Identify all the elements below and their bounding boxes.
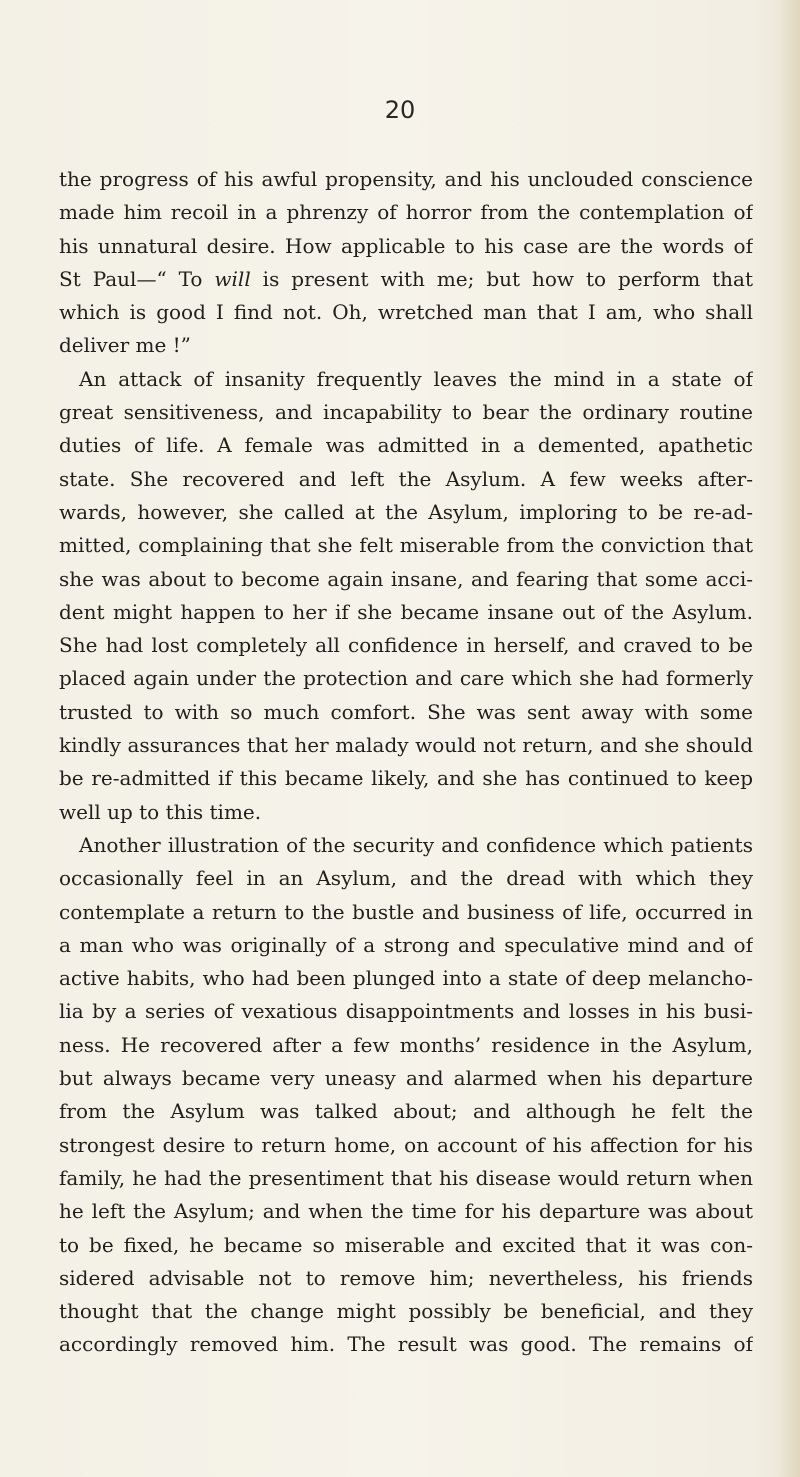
page-edge-shadow [778,0,800,1477]
text-line: duties of life. A female was admitted in a demented, apathetic [59,433,753,458]
text-line: deliver me !” [59,333,191,358]
text-line: Another illustration of the security and confidence which patients [79,832,753,857]
text-line: active habits, who had been plunged into a state of deep melancho- [59,966,753,991]
text-line: ness. He recovered after a few months’ residence in the Asylum, [59,1032,753,1057]
page-number: 20 [384,96,416,124]
italic-word: will [214,266,251,291]
text-line: but always became very uneasy and alarmed when his departure [59,1066,753,1091]
text-line: well up to this time. [59,799,262,824]
text-line: wards, however, she called at the Asylum, imploring to be re-ad- [59,499,753,524]
text-line: An attack of insanity frequently leaves the mind in a state of [79,366,753,391]
text-line: a man who was originally of a strong and speculative mind and of [59,932,753,957]
text-line: She had lost completely all confidence in herself, and craved to be [59,633,753,658]
text-line: he left the Asylum; and when the time for his departure was about [59,1199,753,1224]
text-line: family, he had the presentiment that his disease would return when [59,1165,753,1190]
text-line: state. She recovered and left the Asylum. A few weeks after- [59,466,753,491]
text-line: placed again under the protection and care which she had formerly [59,666,753,691]
text-line: kindly assurances that her malady would not return, and she should [59,733,753,758]
text-line: be re-admitted if this became likely, and she has continued to keep [59,766,753,791]
text-line: dent might happen to her if she became insane out of the Asylum. [59,599,753,624]
text-line: occasionally feel in an Asylum, and the dread with which they [59,866,753,891]
text-line: thought that the change might possibly be beneficial, and they [59,1299,753,1324]
text-line: trusted to with so much comfort. She was sent away with some [59,699,753,724]
text-line: from the Asylum was talked about; and although he felt the [59,1099,753,1124]
text-line: his unnatural desire. How applicable to his case are the words of [59,233,753,258]
text-line: strongest desire to return home, on account of his affection for his [59,1132,753,1157]
text-line: she was about to become again insane, and fearing that some acci- [59,566,753,591]
text-line: lia by a series of vexatious disappointments and losses in his busi- [59,999,753,1024]
text-line: the progress of his awful propensity, and his unclouded conscience [59,167,753,191]
text-line: great sensitiveness, and incapability to bear the ordinary routine [59,400,753,425]
text-line: St Paul—“ To will is present with me; but how to perform that [59,266,753,291]
text-line: accordingly removed him. The result was good. The remains of [59,1332,753,1357]
text-line: to be fixed, he became so miserable and excited that it was con- [59,1232,753,1257]
text-line: sidered advisable not to remove him; nevertheless, his friends [59,1265,753,1290]
text-line: made him recoil in a phrenzy of horror from the contemplation of [59,200,753,225]
text-line: contemplate a return to the bustle and business of life, occurred in [59,899,753,924]
body-text [59,163,753,1362]
text-line: mitted, complaining that she felt miserable from the conviction that [59,533,753,558]
text-line: which is good I find not. Oh, wretched man that I am, who shall [59,300,753,325]
